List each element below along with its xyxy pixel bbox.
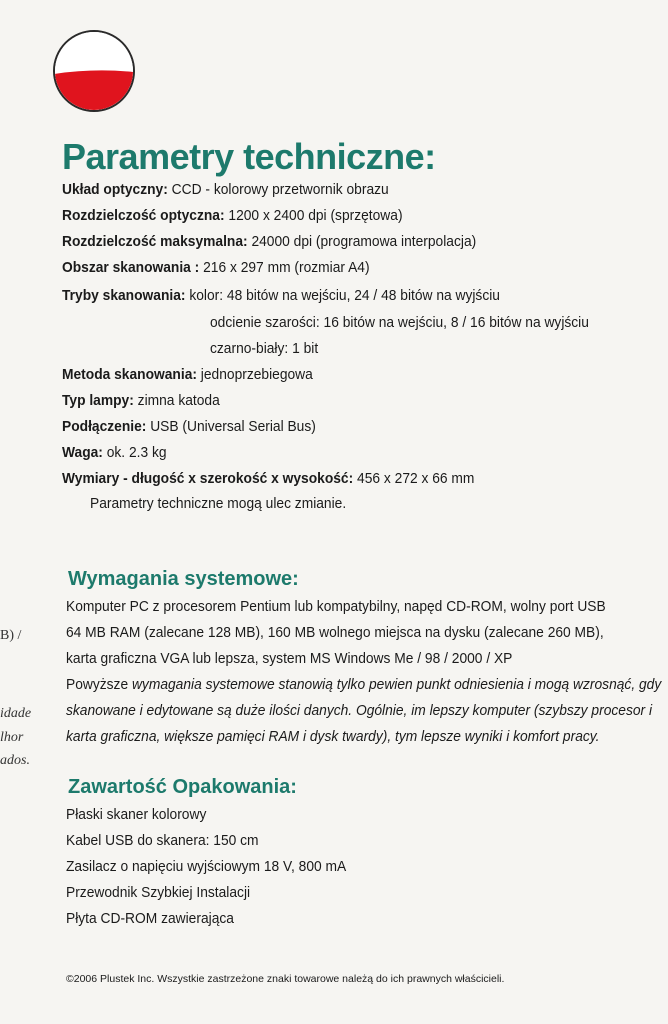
spec-value: ok. 2.3 kg	[106, 444, 167, 461]
spec-label: Typ lampy:	[62, 392, 134, 409]
left-edge-fragment: ados.	[0, 753, 30, 768]
spec-label: Tryby skanowania:	[62, 287, 186, 304]
specs-note: Parametry techniczne mogą ulec zmianie.	[90, 495, 347, 512]
spec-label: Podłączenie:	[62, 418, 147, 435]
contents-item: Płyta CD-ROM zawierająca	[66, 910, 234, 927]
polish-flag-icon	[53, 30, 135, 112]
spec-value: kolor: 48 bitów na wejściu, 24 / 48 bitów na wyjściu	[189, 287, 500, 304]
spec-value: 1200 x 2400 dpi (sprzętowa)	[228, 207, 403, 224]
contents-item: Zasilacz o napięciu wyjściowym 18 V, 800 mA	[66, 858, 347, 875]
spec-value: USB (Universal Serial Bus)	[150, 418, 316, 435]
spec-label: Układ optyczny:	[62, 181, 168, 198]
spec-row	[62, 181, 389, 199]
flag-red-field	[55, 70, 133, 110]
requirements-line: karta graficzna VGA lub lepsza, system MS Windows Me / 98 / 2000 / XP	[66, 650, 513, 667]
spec-row	[62, 418, 316, 436]
spec-label: Waga:	[62, 444, 103, 461]
spec-row	[62, 287, 500, 305]
spec-row	[62, 366, 313, 384]
spec-row	[62, 207, 403, 225]
spec-label: Rozdzielczość optyczna:	[62, 207, 225, 224]
spec-label: Rozdzielczość maksymalna:	[62, 233, 248, 250]
requirements-title: Wymagania systemowe:	[68, 568, 299, 590]
requirements-line: 64 MB RAM (zalecane 128 MB), 160 MB wolnego miejsca na dysku (zalecane 260 MB),	[66, 624, 604, 641]
requirements-line: Komputer PC z procesorem Pentium lub kompatybilny, napęd CD-ROM, wolny port USB	[66, 598, 606, 615]
requirements-disclaimer	[66, 728, 599, 745]
requirements-disclaimer	[66, 676, 661, 693]
spec-value: 24000 dpi (programowa interpolacja)	[251, 233, 477, 250]
contents-item: Przewodnik Szybkiej Instalacji	[66, 884, 251, 901]
spec-row	[62, 444, 167, 462]
requirements-disclaimer	[66, 702, 652, 719]
spec-row	[62, 392, 220, 410]
spec-label: Obszar skanowania :	[62, 259, 200, 276]
disclaimer-text: karta graficzna, większe pamięci RAM i dysk twardy), tym lepsze wyniki i komfort pracy.	[66, 728, 600, 745]
spec-value: jednoprzebiegowa	[200, 366, 313, 383]
contents-item: Płaski skaner kolorowy	[66, 806, 207, 823]
spec-continuation: czarno-biały: 1 bit	[210, 340, 319, 357]
spec-label: Metoda skanowania:	[62, 366, 197, 383]
specs-title: Parametry techniczne:	[62, 136, 436, 177]
spec-value: zimna katoda	[137, 392, 220, 409]
disclaimer-prefix: Powyższe	[66, 676, 132, 693]
contents-item: Kabel USB do skanera: 150 cm	[66, 832, 259, 849]
spec-value: CCD - kolorowy przetwornik obrazu	[171, 181, 389, 198]
disclaimer-text: skanowane i edytowane są duże ilości danych. Ogólnie, im lepszy komputer (szybszy procesor i	[66, 702, 653, 719]
spec-value: 456 x 272 x 66 mm	[357, 470, 475, 487]
spec-continuation: odcienie szarości: 16 bitów na wejściu, 8 / 16 bitów na wyjściu	[210, 314, 589, 331]
contents-title: Zawartość Opakowania:	[68, 776, 297, 798]
copyright-footer: ©2006 Plustek Inc. Wszystkie zastrzeżone znaki towarowe należą do ich prawnych właścicieli.	[66, 973, 505, 985]
disclaimer-text: wymagania systemowe stanowią tylko pewien punkt odniesienia i mogą wzrosnąć, gdy	[131, 676, 662, 693]
spec-value: 216 x 297 mm (rozmiar A4)	[203, 259, 370, 276]
spec-row	[62, 233, 476, 251]
spec-row	[62, 259, 370, 277]
spec-label: Wymiary - długość x szerokość x wysokość:	[62, 470, 354, 487]
left-edge-fragment: lhor	[0, 730, 24, 745]
left-edge-fragment: B) /	[0, 628, 22, 643]
spec-row	[62, 470, 474, 488]
left-edge-fragment: idade	[0, 706, 32, 721]
